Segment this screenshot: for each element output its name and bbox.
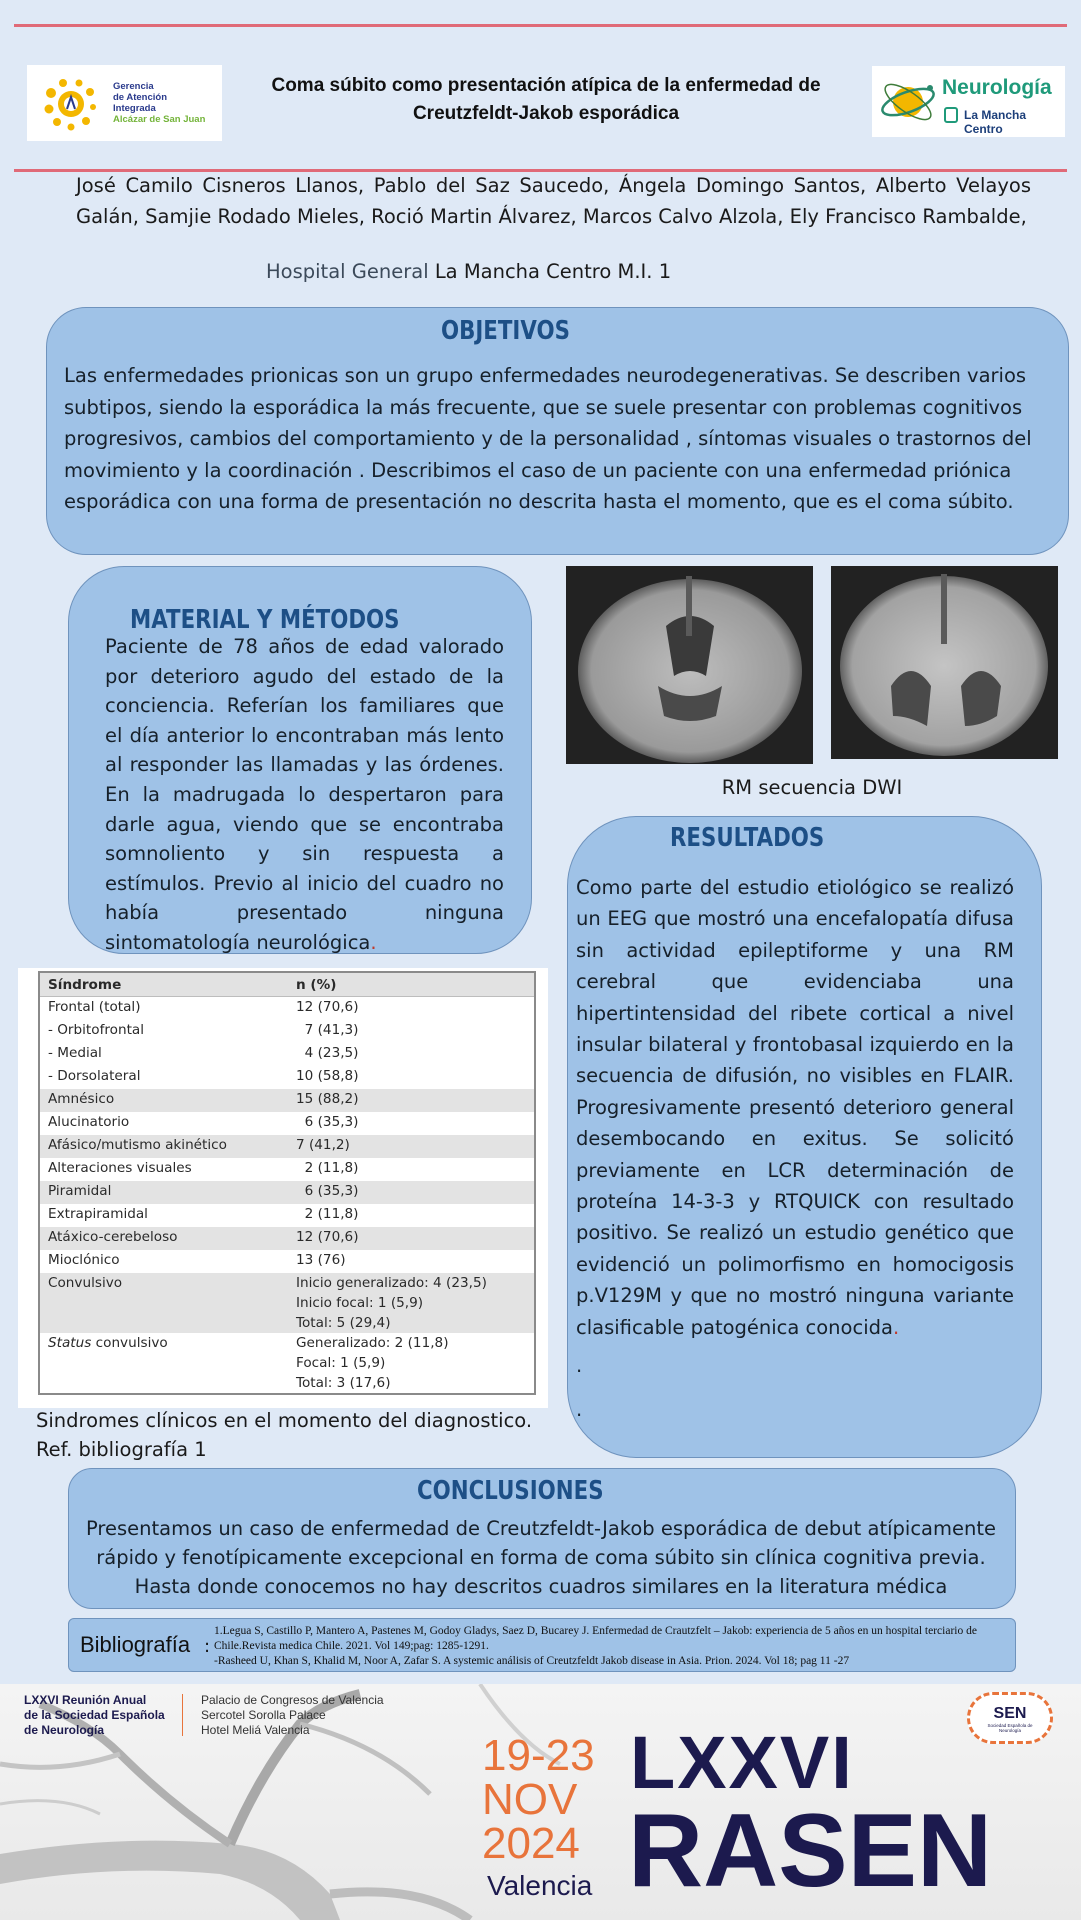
gai-logo-line2: de Atención xyxy=(113,92,168,103)
resultados-dot-2: . xyxy=(576,1398,583,1421)
resultados-text xyxy=(576,872,1014,1343)
affiliation xyxy=(266,260,671,283)
table-cell-name: Piramidal xyxy=(39,1181,288,1204)
gai-logo-line1: Gerencia xyxy=(113,81,154,92)
table-header-syndrome: Síndrome xyxy=(39,972,288,997)
table-cell-name: Amnésico xyxy=(39,1089,288,1112)
table-cell-value: 10 (58,8) xyxy=(296,1068,359,1084)
banner-month: NOV xyxy=(482,1775,578,1824)
bibliografia-label: Bibliografía xyxy=(80,1632,191,1657)
congress-banner xyxy=(0,1684,1081,1920)
table-row xyxy=(39,997,535,1021)
table-cell-name: Frontal (total) xyxy=(48,999,141,1015)
table-row xyxy=(39,1112,535,1135)
bibliografia-ref-2: -Rasheed U, Khan S, Khalid M, Noor A, Zafar S. A systemic análisis of Creutzfeldt Jakob disease in Asia. Prion. 2024. Vol 18; pag 11 -27 xyxy=(214,1655,850,1667)
banner-divider xyxy=(182,1694,183,1736)
conclusiones-text: Presentamos un caso de enfermedad de Creutzfeldt-Jakob esporádica de debut atípicamente rápido y fenotípicamente excepcional en forma de coma súbito sin clínica cognitiva previa. Hasta donde conocemos no hay descritos cuadros similares en la literatura médica xyxy=(86,1517,996,1598)
table-row xyxy=(39,1250,535,1273)
table-cell-value: 7 (41,3) xyxy=(296,1022,359,1038)
table-cell-value: 12 (70,6) xyxy=(296,999,359,1015)
meeting-line1: LXXVI Reunión Anual xyxy=(24,1693,147,1707)
neurologia-logo-subtitle: La Mancha Centro xyxy=(964,108,1027,136)
table-cell-value: 7 (41,2) xyxy=(288,1135,535,1158)
resultados-text-body: Como parte del estudio etiológico se realizó un EEG que mostró una encefalopatía difusa sin actividad epileptiforme y una RM cerebral que evidenciaba una hipertintensidad del ribete cortical a nivel insular bilateral y frontobasal izquierdo en la secuencia de difusión, no visibles en FLAIR. Progresivamente presentó deterioro general desembocando en exitus. Se solicitó previamente en LCR determinación de proteína 14-3-3 y RTQUICK con resultado positivo. Se realizó un estudio genético que evidenció un polimorfismo en homocigosis p.V129M y que no mostró ninguna variante clasificable patogénica conocida xyxy=(576,876,1014,1339)
sen-logo-text: SEN xyxy=(993,1705,1027,1722)
table-cell-value: 13 (76) xyxy=(296,1252,346,1268)
status-line1: Generalizado: 2 (11,8) xyxy=(296,1335,449,1351)
table-caption xyxy=(36,1406,532,1464)
banner-year: 2024 xyxy=(482,1819,580,1868)
table-cell-value: 2 (11,8) xyxy=(296,1160,359,1176)
objetivos-text: Las enfermedades prionicas son un grupo enfermedades neurodegenerativas. Se describen varios subtipos, siendo la esporádica la más frecuente, que se suele presentar con problemas cognitivos progresivos, cambios del comportamiento y de la personalidad , síntomas visuales o trastornos del movimiento y la coordinación . Describimos el caso de un paciente con una enfermedad priónica esporádica con una forma de presentación no descrita hasta el momento, que es el coma súbito. xyxy=(64,364,1032,513)
table-row xyxy=(39,1020,535,1043)
gai-logo xyxy=(27,65,222,141)
atom-icon xyxy=(878,74,938,130)
conclusiones-heading: CONCLUSIONES xyxy=(417,1476,604,1506)
table-cell-name: - Medial xyxy=(48,1045,102,1061)
authors: José Camilo Cisneros Llanos, Pablo del Saz Saucedo, Ángela Domingo Santos, Alberto Velayos Galán, Samjie Rodado Mieles, Roció Martin Álvarez, Marcos Calvo Alzola, Ely Francisco Rambalde, xyxy=(76,174,1031,228)
table-cell-name: Atáxico-cerebeloso xyxy=(39,1227,288,1250)
table-cell-name: Extrapiramidal xyxy=(48,1206,148,1222)
table-cell-name: Afásico/mutismo akinético xyxy=(39,1135,288,1158)
table-row xyxy=(39,1204,535,1227)
table-cell-name xyxy=(39,1333,288,1394)
table-row xyxy=(39,1273,535,1333)
bibliografia-colon: : xyxy=(204,1636,211,1657)
resultados-heading: RESULTADOS xyxy=(670,823,825,853)
convulsivo-line3: Total: 5 (29,4) xyxy=(296,1315,391,1331)
sen-logo-subtext: Sociedad Española de Neurología xyxy=(987,1723,1033,1733)
table-cell-name: Convulsivo xyxy=(39,1273,288,1333)
sen-logo xyxy=(967,1692,1053,1744)
neurologia-logo-title: Neurología xyxy=(942,76,1052,99)
affiliation-part1: Hospital General xyxy=(266,260,429,283)
objetivos-heading: OBJETIVOS xyxy=(441,316,570,346)
table-row xyxy=(39,1089,535,1112)
table-row xyxy=(39,1066,535,1089)
gai-logo-line4: Alcázar de San Juan xyxy=(113,114,206,125)
venue-line2: Sercotel Sorolla Palace xyxy=(201,1708,326,1722)
banner-city: Valencia xyxy=(487,1870,593,1901)
table-cell-value: 12 (70,6) xyxy=(288,1227,535,1250)
table-cell-name: - Dorsolateral xyxy=(48,1068,141,1084)
syndromes-table xyxy=(38,971,536,1395)
table-cell-value xyxy=(288,1273,535,1333)
bibliografia-refs xyxy=(214,1624,1010,1669)
table-cell-value: 6 (35,3) xyxy=(296,1114,359,1130)
table-cell-name: Mioclónico xyxy=(48,1252,120,1268)
status-line2: Focal: 1 (5,9) xyxy=(296,1355,386,1371)
gai-dots-icon xyxy=(41,77,101,131)
gai-logo-line3: Integrada xyxy=(113,103,156,114)
table-row xyxy=(39,1043,535,1066)
banner-dates: 19-23 xyxy=(482,1731,595,1780)
table-row xyxy=(39,1135,535,1158)
banner-brand: RASEN xyxy=(628,1793,993,1909)
table-cell-name: Alteraciones visuales xyxy=(48,1160,192,1176)
table-cell-value xyxy=(288,1333,535,1394)
table-cell-value: 6 (35,3) xyxy=(288,1181,535,1204)
mri-caption: RM secuencia DWI xyxy=(721,776,903,799)
table-row xyxy=(39,1227,535,1250)
meeting-line3: de Neurología xyxy=(24,1723,105,1737)
convulsivo-line1: Inicio generalizado: 4 (23,5) xyxy=(296,1275,487,1291)
table-cell-value: 2 (11,8) xyxy=(296,1206,359,1222)
table-cell-value: 4 (23,5) xyxy=(296,1045,359,1061)
person-icon xyxy=(944,107,958,123)
table-row xyxy=(39,1333,535,1394)
table-cell-name: - Orbitofrontal xyxy=(48,1022,145,1038)
venue-line1: Palacio de Congresos de Valencia xyxy=(201,1693,384,1707)
banner-edition: LXXVI xyxy=(630,1721,854,1804)
top-divider xyxy=(14,24,1067,27)
table-header-n: n (%) xyxy=(288,972,535,997)
table-cell-value: 15 (88,2) xyxy=(288,1089,535,1112)
poster-title: Coma súbito como presentación atípica de la enfermedad de Creutzfeldt-Jakob esporádica xyxy=(271,75,821,124)
resultados-end-dot: . xyxy=(892,1315,900,1339)
table-row xyxy=(39,1158,535,1181)
affiliation-part2: La Mancha Centro M.I. 1 xyxy=(434,260,672,283)
table-caption-line1: Sindromes clínicos en el momento del diagnostico. xyxy=(36,1409,533,1432)
metodos-end-dot: . xyxy=(370,930,377,954)
status-line3: Total: 3 (17,6) xyxy=(296,1375,391,1391)
convulsivo-line2: Inicio focal: 1 (5,9) xyxy=(296,1295,424,1311)
metodos-text xyxy=(105,632,504,958)
metodos-text-body: Paciente de 78 años de edad valorado por deterioro agudo del estado de la conciencia. Referían los familiares que el día anterior lo encontraban más lento al responder las llamadas y las órdenes. En la madrugada lo despertaron para darle agua, viendo que se encontraba somnoliento y sin respuesta a estímulos. Previo al inicio del cuadro no había presentado ninguna sintomatología neurológica xyxy=(105,635,504,954)
venue-line3: Hotel Meliá Valencia xyxy=(201,1723,310,1737)
meeting-line2: de la Sociedad Española xyxy=(24,1708,165,1722)
table-cell-name: Alucinatorio xyxy=(48,1114,130,1130)
mri-image-2 xyxy=(831,566,1058,759)
table-caption-line2: Ref. bibliografía 1 xyxy=(36,1438,207,1461)
mri-image-1 xyxy=(566,566,813,764)
status-italic: Status xyxy=(48,1335,92,1351)
bibliografia-ref-1: 1.Legua S, Castillo P, Mantero A, Pastenes M, Godoy Gladys, Saez D, Bucarey J. Enfermedad de Crautzfelt – Jakob: experiencia de 5 años en un hospital terciario de Chile.Revista medica Chile. 2021. Vol 149;pag: 1285-1291. xyxy=(214,1625,977,1652)
status-rest: convulsivo xyxy=(91,1335,168,1351)
neurologia-logo xyxy=(872,66,1065,137)
metodos-heading: MATERIAL Y MÉTODOS xyxy=(130,605,400,635)
syndromes-table-figure xyxy=(18,968,548,1408)
resultados-dot-1: . xyxy=(576,1354,583,1377)
table-row xyxy=(39,1181,535,1204)
